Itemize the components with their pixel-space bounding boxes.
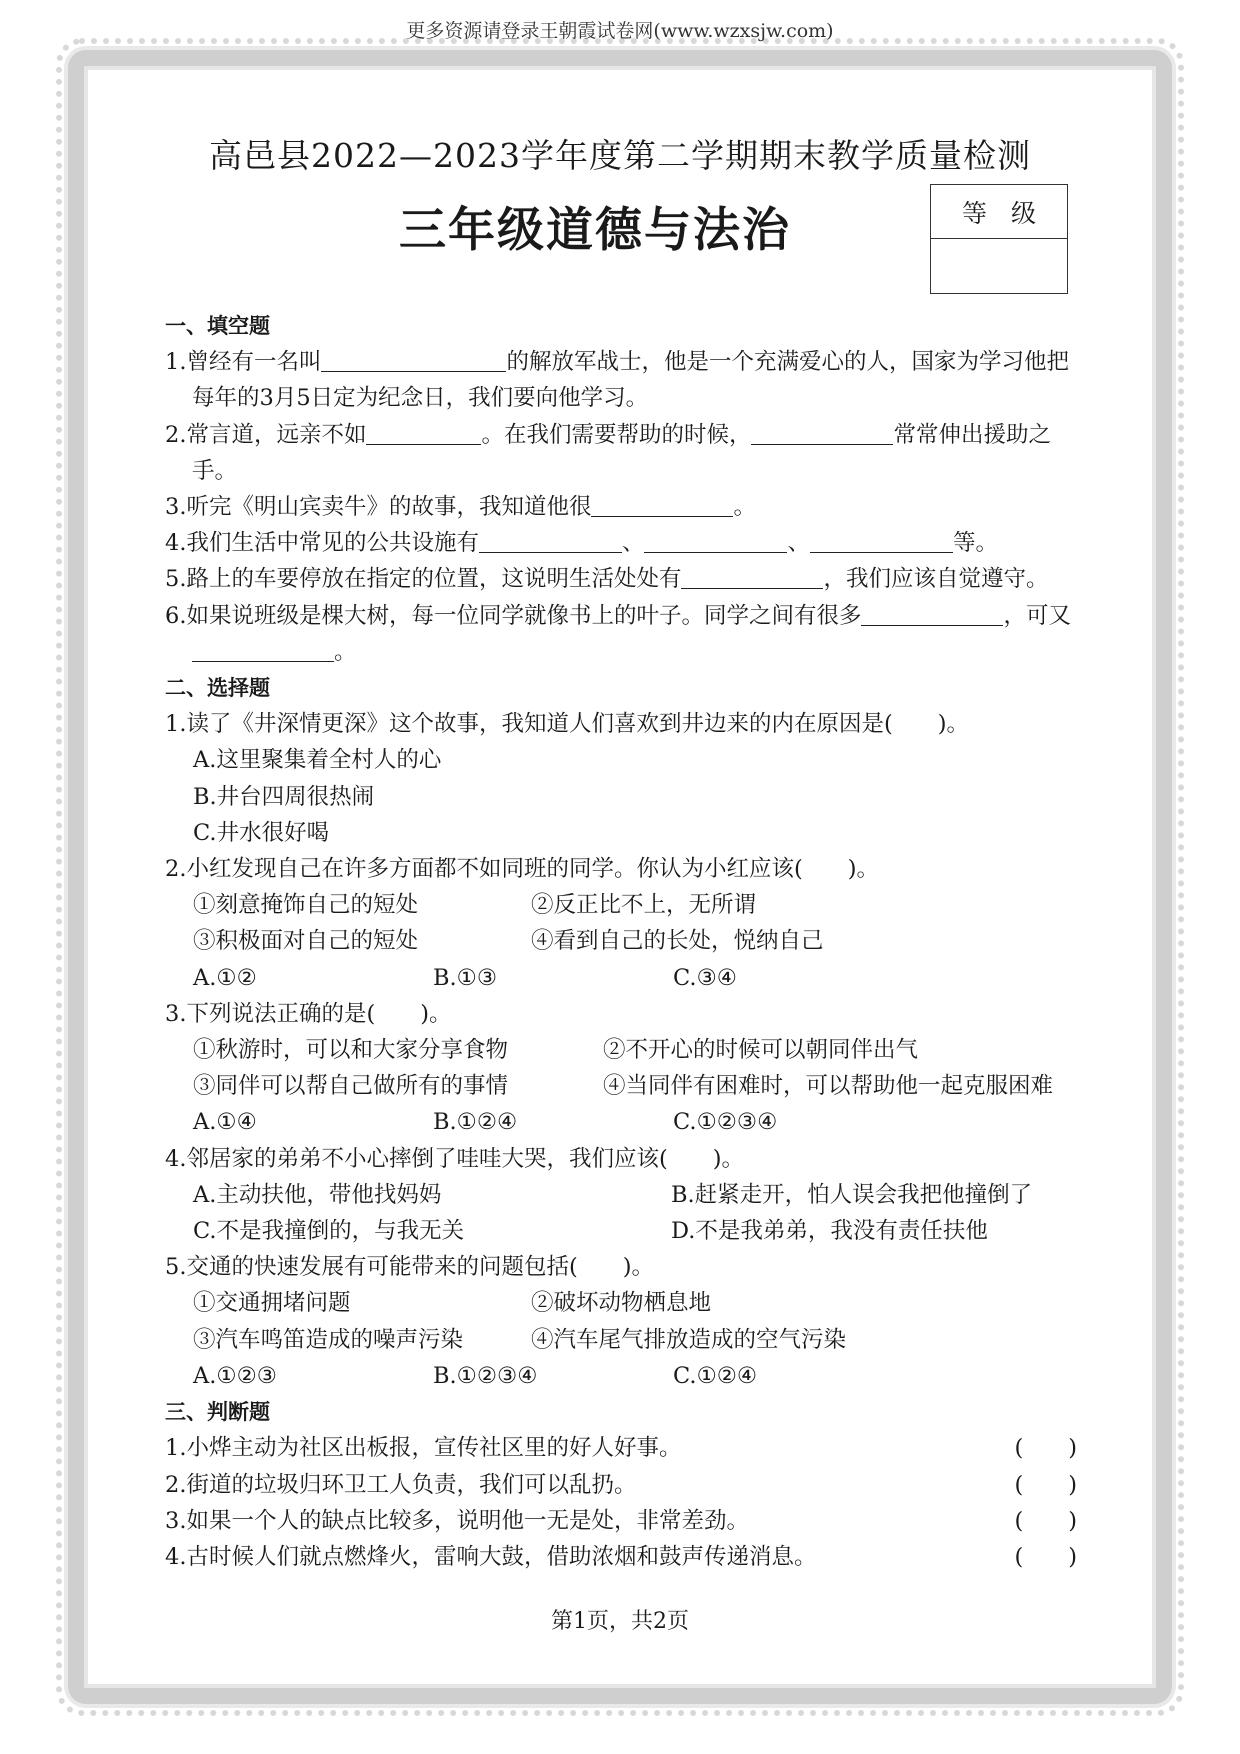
answer-paren[interactable]: ( ) xyxy=(1014,1435,1077,1462)
fill-question-2: 2.常言道，远亲不如 。在我们需要帮助的时候， 常常伸出援助之手。 xyxy=(165,417,1077,489)
choice-question-4-stem: 4.邻居家的弟弟不小心摔倒了哇哇大哭，我们应该( )。 xyxy=(165,1145,745,1172)
choice-question-5-stem: 5.交通的快速发展有可能带来的问题包括( )。 xyxy=(165,1254,655,1281)
resource-note: 更多资源请登录王朝霞试卷网(www.wzxsjw.com) xyxy=(406,20,834,42)
statement-item: ④看到自己的长处，悦纳自己 xyxy=(531,928,824,955)
answer-blank[interactable] xyxy=(751,418,893,445)
answer-blank[interactable] xyxy=(810,526,953,553)
choice-option: A.①②③ xyxy=(193,1362,277,1389)
answer-blank[interactable] xyxy=(681,562,823,589)
choice-option: A.主动扶他，带他找妈妈 xyxy=(193,1181,442,1208)
choice-option: C.①②③④ xyxy=(673,1109,778,1136)
answer-blank[interactable] xyxy=(861,599,1003,626)
choice-option: C.不是我撞倒的，与我无关 xyxy=(193,1218,465,1245)
statement-item: ①刻意掩饰自己的短处 xyxy=(193,892,419,919)
choice-option: C.①②④ xyxy=(673,1362,758,1389)
answer-blank[interactable] xyxy=(479,526,622,553)
grade-box xyxy=(930,184,1068,294)
fill-question-5: 5.路上的车要停放在指定的位置，这说明生活处处有 ，我们应该自觉遵守。 xyxy=(165,561,1077,597)
statement-item: ①交通拥堵问题 xyxy=(193,1290,351,1317)
choice-option: B.①③ xyxy=(433,964,498,991)
choice-option: B.①②④ xyxy=(433,1109,518,1136)
statement-item: ③同伴可以帮自己做所有的事情 xyxy=(193,1073,509,1100)
section-heading-choice: 二、选择题 xyxy=(165,676,270,701)
answer-blank[interactable] xyxy=(321,345,506,372)
choice-question-3-stem: 3.下列说法正确的是( )。 xyxy=(165,1000,452,1027)
statement-item: ④汽车尾气排放造成的空气污染 xyxy=(531,1326,847,1353)
choice-option: B.井台四周很热闹 xyxy=(193,783,375,810)
exam-title: 高邑县2022—2023学年度第二学期期末教学质量检测 xyxy=(209,136,1031,175)
statement-item: ③汽车鸣笛造成的噪声污染 xyxy=(193,1326,464,1353)
answer-blank[interactable] xyxy=(192,635,334,662)
choice-option: A.这里聚集着全村人的心 xyxy=(193,747,442,774)
judge-item: 4.古时候人们就点燃烽火，雷响大鼓，借助浓烟和鼓声传递消息。 ( ) xyxy=(165,1539,1077,1575)
statement-item: ②不开心的时候可以朝同伴出气 xyxy=(603,1037,919,1064)
answer-paren[interactable]: ( ) xyxy=(1014,1543,1077,1570)
fill-question-6: 6.如果说班级是棵大树，每一位同学就像书上的叶子。同学之间有很多 ，可又。 xyxy=(165,598,1077,670)
answer-blank[interactable] xyxy=(366,418,481,445)
choice-option: C.井水很好喝 xyxy=(193,819,330,846)
subject-title: 三年级道德与法治 xyxy=(399,203,791,258)
statement-item: ④当同伴有困难时，可以帮助他一起克服困难 xyxy=(603,1073,1054,1100)
fill-question-1: 1.曾经有一名叫 的解放军战士，他是一个充满爱心的人，国家为学习他把每年的3月5日定为纪念日，我们要向他学习。 xyxy=(165,344,1077,416)
statement-item: ②反正比不上，无所谓 xyxy=(531,892,757,919)
section-heading-judge: 三、判断题 xyxy=(165,1400,270,1425)
choice-option: A.①② xyxy=(193,964,257,991)
choice-option: B.①②③④ xyxy=(433,1362,538,1389)
statement-item: ①秋游时，可以和大家分享食物 xyxy=(193,1037,509,1064)
answer-paren[interactable]: ( ) xyxy=(1014,1507,1077,1534)
judge-item: 2.街道的垃圾归环卫工人负责，我们可以乱扔。 ( ) xyxy=(165,1467,1077,1503)
choice-option: C.③④ xyxy=(673,964,737,991)
choice-question-2-stem: 2.小红发现自己在许多方面都不如同班的同学。你认为小红应该( )。 xyxy=(165,856,880,883)
page-footer: 第1页，共2页 xyxy=(551,1609,689,1634)
choice-option: A.①④ xyxy=(193,1109,257,1136)
fill-question-3: 3.听完《明山宾卖牛》的故事，我知道他很 。 xyxy=(165,489,1077,525)
answer-paren[interactable]: ( ) xyxy=(1014,1471,1077,1498)
judge-item: 3.如果一个人的缺点比较多，说明他一无是处，非常差劲。 ( ) xyxy=(165,1503,1077,1539)
judge-item: 1.小烨主动为社区出板报，宣传社区里的好人好事。 ( ) xyxy=(165,1430,1077,1466)
answer-blank[interactable] xyxy=(644,526,787,553)
grade-label: 等级 xyxy=(931,185,1067,239)
answer-blank[interactable] xyxy=(591,490,733,517)
statement-item: ③积极面对自己的短处 xyxy=(193,928,419,955)
choice-option: B.赶紧走开，怕人误会我把他撞倒了 xyxy=(671,1181,1033,1208)
choice-question-1-stem: 1.读了《井深情更深》这个故事，我知道人们喜欢到井边来的内在原因是( )。 xyxy=(165,711,970,738)
fill-question-4: 4.我们生活中常见的公共设施有 、 、 等。 xyxy=(165,525,1077,561)
section-heading-fill: 一、填空题 xyxy=(165,314,270,338)
exam-content xyxy=(165,308,1077,1575)
statement-item: ②破坏动物栖息地 xyxy=(531,1290,712,1317)
choice-option: D.不是我弟弟，我没有责任扶他 xyxy=(671,1218,988,1245)
